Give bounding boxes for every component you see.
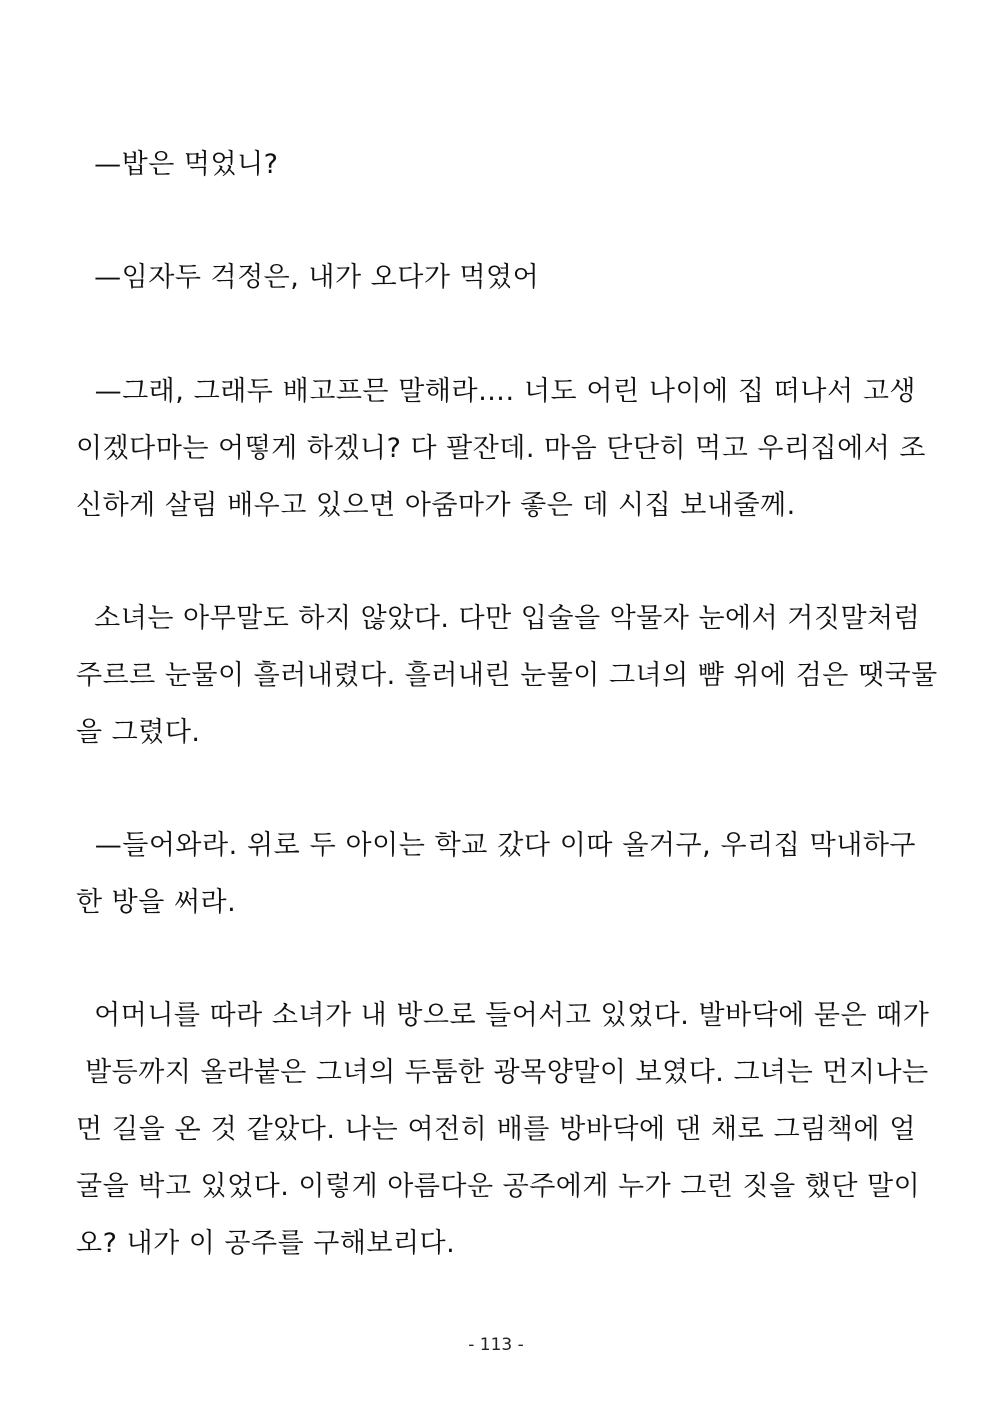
paragraph-line: —그래, 그래두 배고프믄 말해라…. 너도 어린 나이에 집 떠나서 고생 (76, 376, 916, 407)
paragraph-line: —들어와라. 위로 두 아이는 학교 갔다 이따 올거구, 우리집 막내하구 (76, 830, 916, 861)
paragraph-line: 오? 내가 이 공주를 구해보리다. (76, 1228, 456, 1259)
paragraph-line: 먼 길을 온 것 같았다. 나는 여전히 배를 방바닥에 댄 채로 그림책에 얼 (76, 1114, 916, 1145)
paragraph-line: 주르르 눈물이 흘러내렸다. 흘러내린 눈물이 그녀의 뺨 위에 검은 땟국물 (76, 660, 938, 691)
paragraph-line: 신하게 살림 배우고 있으면 아줌마가 좋은 데 시집 보내줄께. (76, 490, 796, 521)
paragraph-line: —밥은 먹었니? (76, 149, 279, 180)
paragraph-line: 굴을 박고 있었다. 이렇게 아름다운 공주에게 누가 그런 짓을 했단 말이 (76, 1171, 921, 1202)
page-number: - 113 - (468, 1335, 524, 1355)
paragraph-line: 소녀는 아무말도 하지 않았다. 다만 입술을 악물자 눈에서 거짓말처럼 (76, 603, 921, 634)
paragraph-line: 발등까지 올라붙은 그녀의 두툼한 광목양말이 보였다. 그녀는 먼지나는 (76, 1057, 929, 1088)
paragraph-line: 을 그렸다. (76, 717, 201, 748)
paragraph-line: 이겠다마는 어떻게 하겠니? 다 팔잔데. 마음 단단히 먹고 우리집에서 조 (76, 433, 926, 464)
paragraph-line: —임자두 걱정은, 내가 오다가 먹였어 (76, 262, 540, 293)
paragraph-line: 한 방을 써라. (76, 887, 237, 918)
paragraph-line: 어머니를 따라 소녀가 내 방으로 들어서고 있었다. 발바닥에 묻은 때가 (76, 1000, 930, 1031)
